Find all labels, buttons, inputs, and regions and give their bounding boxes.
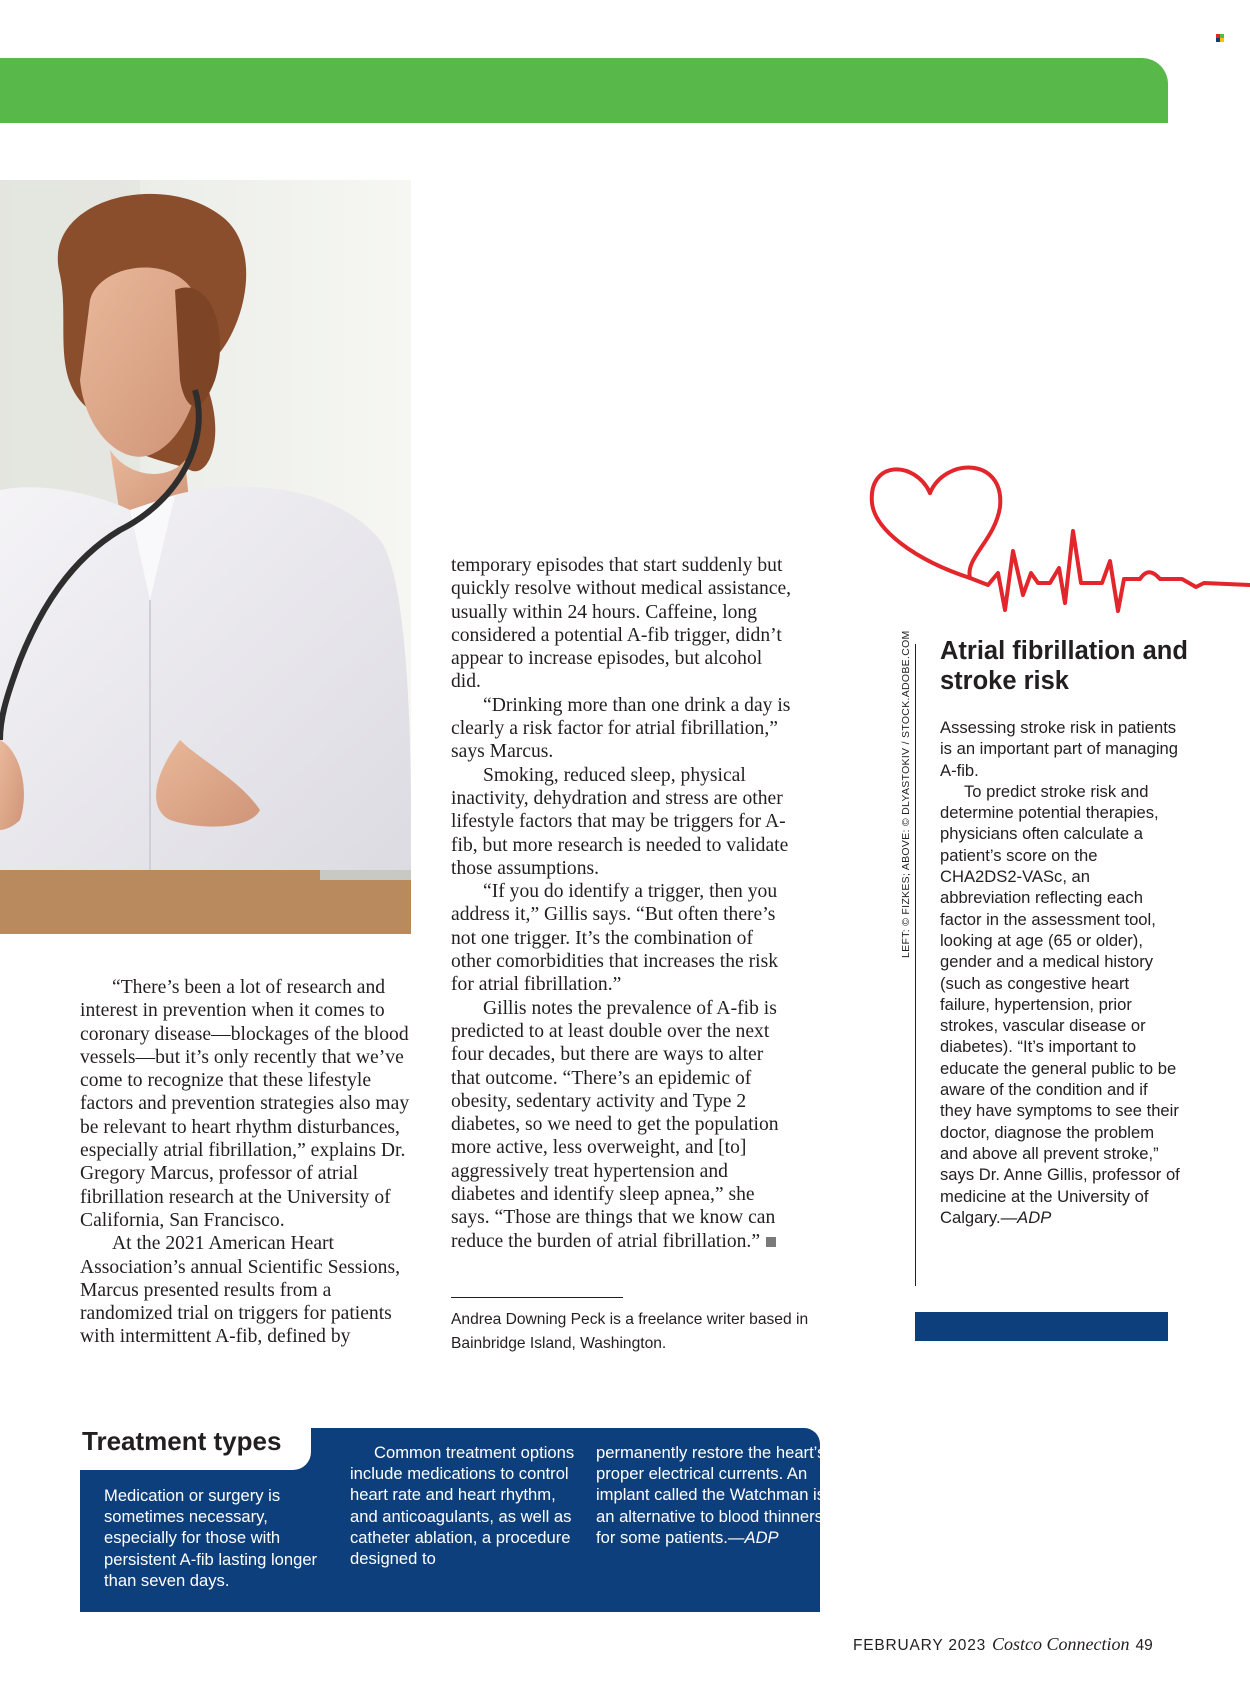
article-paragraph: “There’s been a lot of research and interest in prevention when it comes to coronary disease—blockages of the blood vessels—but it’s only recently that we’ve come to recognize that these lifestyle factors and prevention strategies also may be relevant to heart rhythm disturbances, especially atrial fibrillation,” explains Dr. Gregory Marcus, professor of atrial fibrillation research at the University of California, San Francisco. [80, 977, 410, 1231]
author-byline: Andrea Downing Peck is a freelance writer based in Bainbridge Island, Washington. [451, 1311, 809, 1352]
treatment-text [596, 1442, 831, 1548]
treatment-signoff: —ADP [727, 1527, 779, 1547]
heart-ekg-icon [860, 455, 1250, 635]
sidebar-paragraph [940, 781, 1180, 1228]
page-number: 49 [1135, 1637, 1153, 1654]
article-paragraph: At the 2021 American Heart Association’s annual Scientific Sessions, Marcus presented results from a randomized trial on triggers for patients with intermittent A-fib, defined by [80, 1233, 400, 1348]
treatment-text-part: permanently restore the heart’s proper electrical currents. An implant called the Watchman is an alternative to blood thinners for some patients. [596, 1443, 826, 1547]
treatment-column-1 [104, 1485, 339, 1591]
sidebar-title: Atrial fibrillation and stroke risk [940, 637, 1188, 695]
end-of-article-icon [766, 1237, 776, 1247]
photo-credit: LEFT: © FIZKES; ABOVE: © DLYASTOKIV / STOCK.ADOBE.COM [900, 630, 912, 958]
page-footer [853, 1634, 1153, 1655]
sidebar-body [940, 717, 1180, 1228]
printer-mark-icon [1216, 34, 1224, 41]
header-green-bar [0, 58, 1168, 123]
sidebar-divider [915, 644, 916, 1286]
treatment-column-2 [350, 1442, 585, 1569]
article-paragraph: Smoking, reduced sleep, physical inactivity, dehydration and stress are other lifestyle factors that may be triggers for A-fib, but more research is needed to validate those assumptions. [451, 764, 789, 879]
article-column-1 [80, 976, 425, 1349]
sidebar-intro: Assessing stroke risk in patients is an important part of managing A-fib. [940, 718, 1178, 780]
doctor-photo [0, 180, 411, 934]
sidebar-paragraph-text: To predict stroke risk and determine potential therapies, physicians often calculate a patient’s score on the CHA2DS2-VASc, an abbreviation reflecting each factor in the assessment tool, looking at age (65 or older), gender and a medical history (such as congestive heart failure, hypertension, prior strokes, vascular disease or diabetes). “It’s important to educate the general public to be aware of the condition and if they have symptoms to see their doctor, diagnose the problem and above all prevent stroke,” says Dr. Anne Gillis, professor of medicine at the University of Calgary. [940, 781, 1180, 1227]
sidebar-signoff: —ADP [1000, 1207, 1052, 1227]
byline-divider [451, 1297, 623, 1298]
article-paragraph-text: Gillis notes the prevalence of A-fib is predicted to at least double over the next four decades, but there are ways to alter that outcome. “There’s an epidemic of obesity, sedentary activity and Type 2 diabetes, so we need to get the population more active, less overweight, and [to] aggressively treat hypertension and diabetes and identify sleep apnea,” she says. “Those are things that we know can reduce the burden of atrial fibrillation.” [451, 997, 779, 1252]
treatment-column-3 [596, 1442, 831, 1548]
treatment-text: Medication or surgery is sometimes necessary, especially for those with persistent A-fib lasting longer than seven days. [104, 1486, 318, 1590]
footer-date: FEBRUARY 2023 [853, 1637, 987, 1654]
treatment-title: Treatment types [82, 1426, 282, 1456]
sidebar-blue-strip [915, 1312, 1168, 1341]
article-column-2 [451, 554, 797, 1253]
article-paragraph: temporary episodes that start suddenly but quickly resolve without medical assistance, usually within 24 hours. Caffeine, long considered a potential A-fib trigger, didn’t appear to increase episodes, but alcohol did. [451, 555, 792, 693]
article-paragraph [451, 997, 797, 1253]
article-paragraph: “Drinking more than one drink a day is clearly a risk factor for atrial fibrillation,” says Marcus. [451, 694, 791, 763]
treatment-text: Common treatment options include medications to control heart rate and heart rhythm, and anticoagulants, as well as catheter ablation, a procedure designed to [350, 1443, 575, 1569]
article-paragraph: “If you do identify a trigger, then you address it,” Gillis says. “But often there’s not one trigger. It’s the combination of other comorbidities that increases the risk for atrial fibrillation.” [451, 881, 779, 996]
doctor-with-stethoscope-photo [0, 180, 411, 934]
footer-magazine: Costco Connection [992, 1634, 1130, 1654]
